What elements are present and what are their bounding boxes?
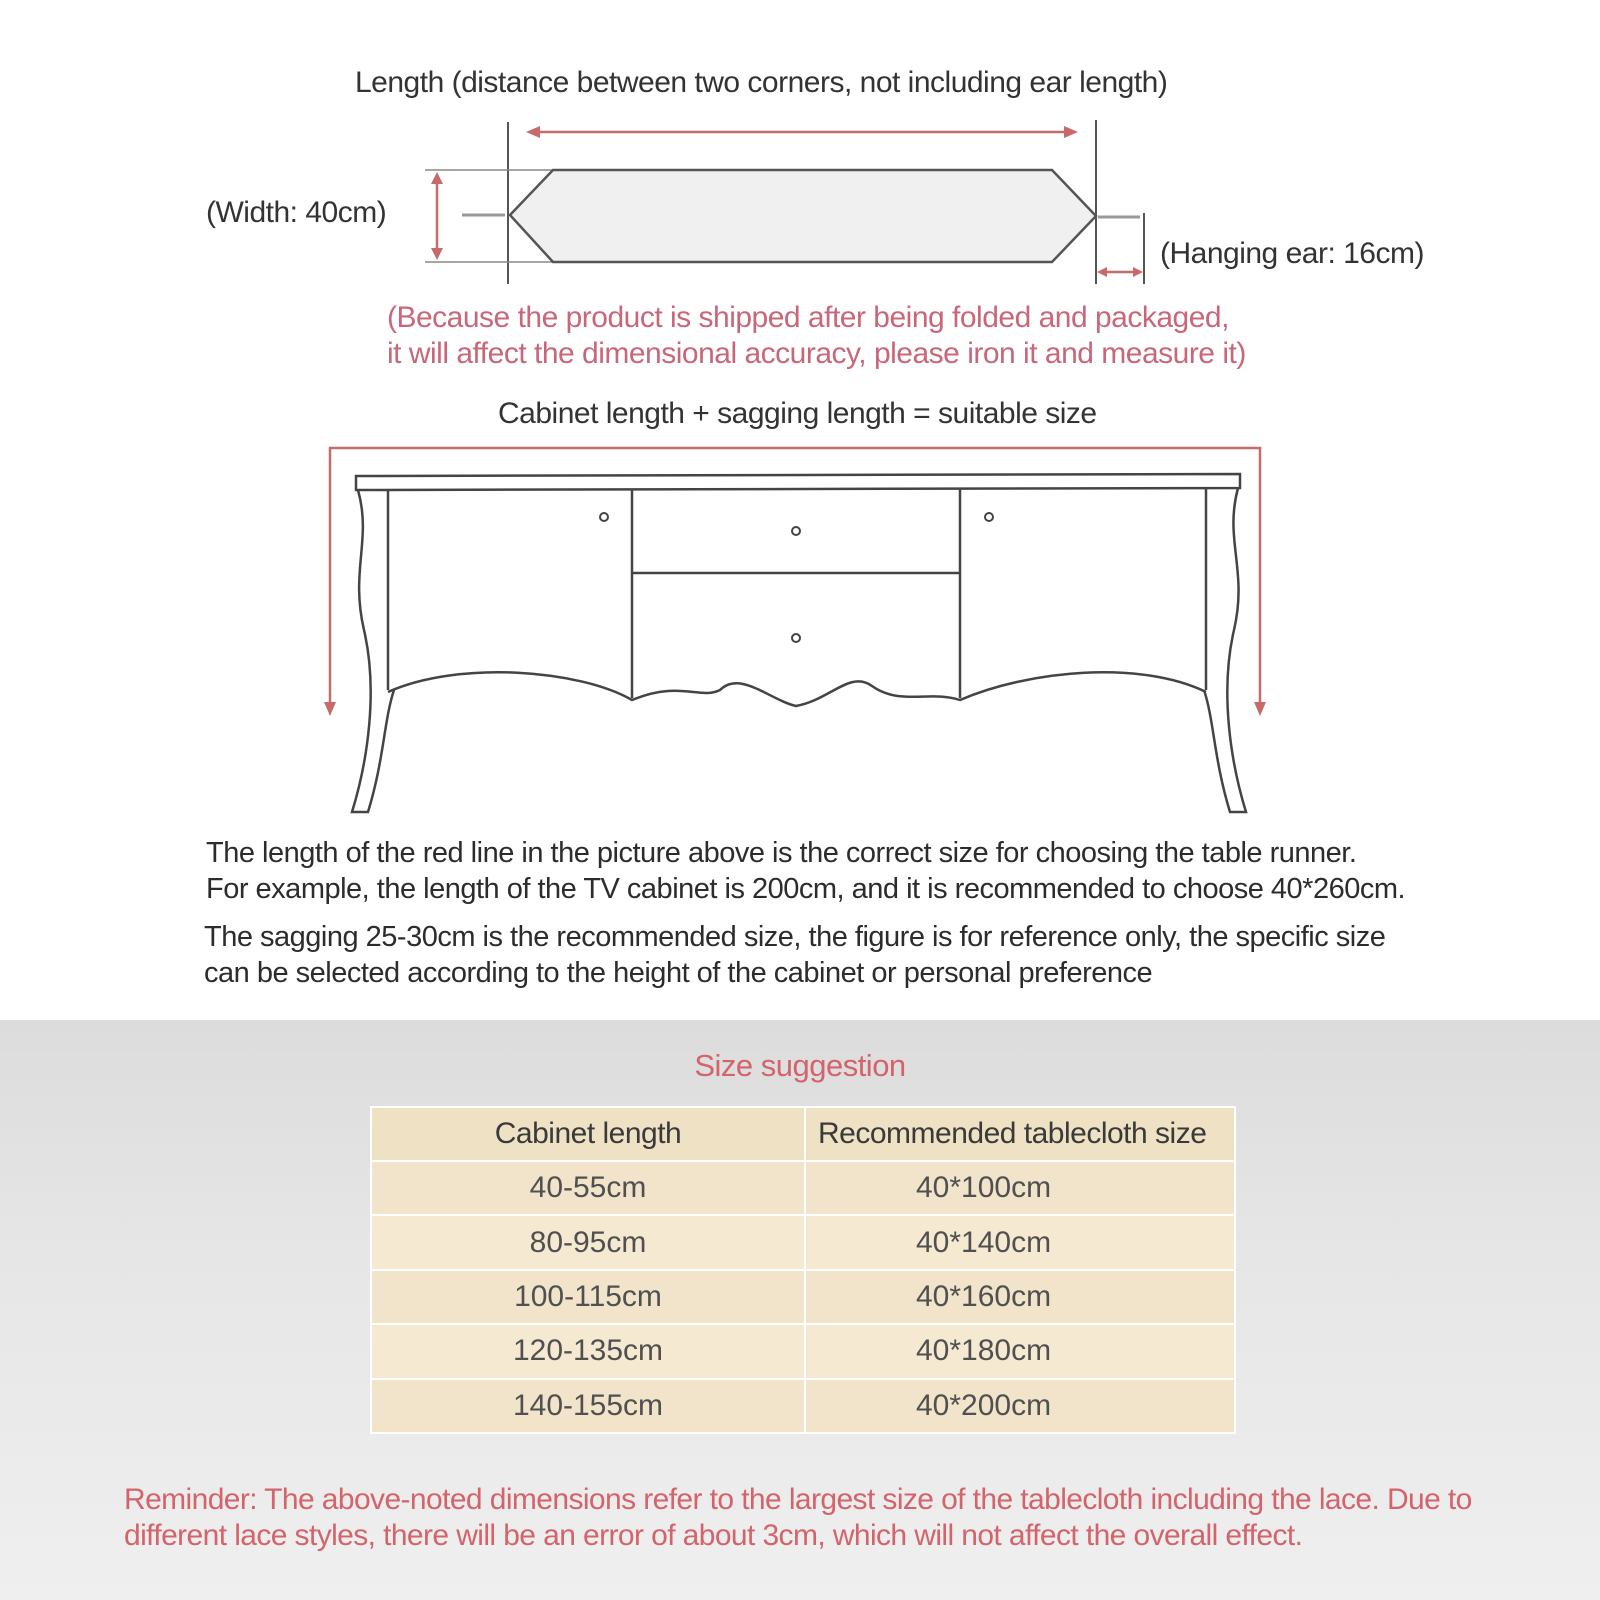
reminder-line-1: Reminder: The above-noted dimensions refer to the largest size of the tablecloth including the lace. Due to	[124, 1483, 1472, 1516]
tablecloth-size-cell: 40*100cm	[805, 1161, 1235, 1215]
cabinet-drawing	[324, 448, 1266, 812]
explanation-sagging	[204, 919, 1385, 991]
tablecloth-size-cell: 40*200cm	[805, 1379, 1235, 1433]
shipping-note	[387, 300, 1246, 372]
reminder-text	[124, 1482, 1472, 1554]
shipping-note-line-2: it will affect the dimensional accuracy, please iron it and measure it)	[387, 337, 1246, 370]
hanging-ear-label: (Hanging ear: 16cm)	[1160, 237, 1424, 270]
explanation-line-3: The sagging 25-30cm is the recommended size, the figure is for reference only, the specific size	[204, 921, 1386, 953]
reminder-line-2: different lace styles, there will be an error of about 3cm, which will not affect the overall effect.	[124, 1519, 1303, 1552]
size-formula: Cabinet length + sagging length = suitable size	[498, 397, 1097, 430]
size-suggestion-panel	[0, 1020, 1600, 1600]
length-label: Length (distance between two corners, not including ear length)	[355, 66, 1168, 99]
explanation-line-1: The length of the red line in the picture above is the correct size for choosing the table runner.	[206, 837, 1357, 869]
table-runner-drawing	[425, 120, 1144, 284]
ear-arrow	[1097, 267, 1143, 277]
cabinet-length-cell: 80-95cm	[371, 1215, 805, 1269]
tablecloth-size-cell: 40*180cm	[805, 1324, 1235, 1378]
explanation-line-4: can be selected according to the height of the cabinet or personal preference	[204, 957, 1153, 989]
table-header-row	[371, 1107, 1235, 1161]
width-label: (Width: 40cm)	[206, 196, 387, 229]
width-arrow	[431, 172, 443, 260]
cabinet-length-cell: 140-155cm	[371, 1379, 805, 1433]
table-row	[371, 1215, 1235, 1269]
table-row	[371, 1161, 1235, 1215]
cabinet-length-cell: 100-115cm	[371, 1270, 805, 1324]
table-row	[371, 1270, 1235, 1324]
cabinet-length-cell: 40-55cm	[371, 1161, 805, 1215]
size-table	[370, 1106, 1236, 1434]
cabinet-length-cell: 120-135cm	[371, 1324, 805, 1378]
table-row	[371, 1379, 1235, 1433]
shipping-note-line-1: (Because the product is shipped after being folded and packaged,	[387, 301, 1229, 334]
explanation-red-line	[206, 835, 1405, 907]
tablecloth-size-cell: 40*160cm	[805, 1270, 1235, 1324]
length-arrow	[526, 126, 1078, 138]
size-suggestion-title: Size suggestion	[694, 1048, 906, 1083]
header-recommended-size: Recommended tablecloth size	[805, 1107, 1235, 1161]
tablecloth-size-cell: 40*140cm	[805, 1215, 1235, 1269]
table-row	[371, 1324, 1235, 1378]
explanation-line-2: For example, the length of the TV cabinet is 200cm, and it is recommended to choose 40*260cm.	[206, 873, 1406, 905]
header-cabinet-length: Cabinet length	[371, 1107, 805, 1161]
